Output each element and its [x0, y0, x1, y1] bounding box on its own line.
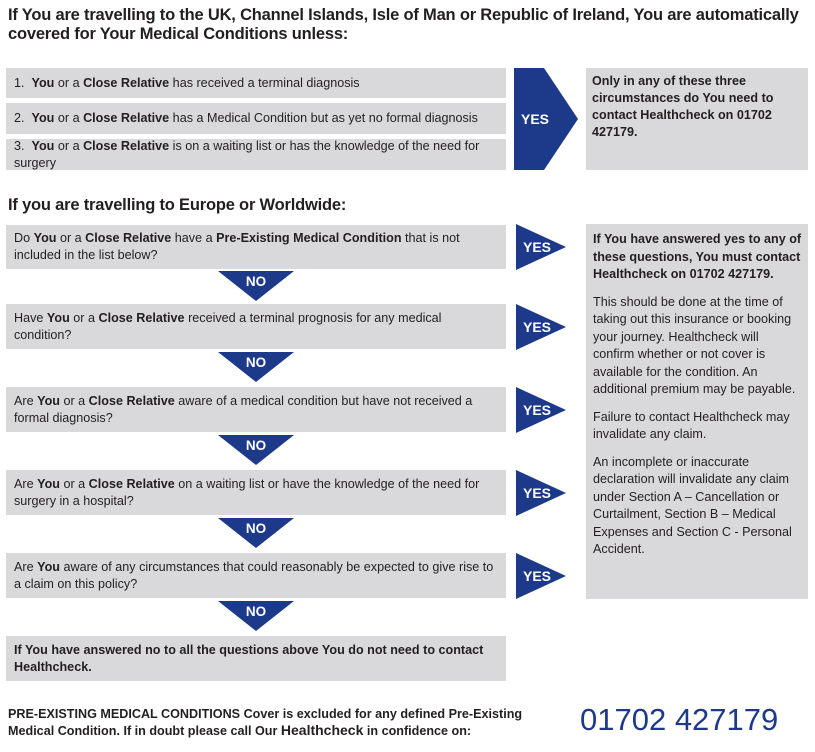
no-label: NO: [245, 355, 267, 370]
yes-arrow-3: [516, 387, 566, 433]
yes-label: YES: [521, 111, 550, 127]
yes-arrow-4: [516, 470, 566, 516]
question-5: Are You aware of any circumstances that could reasonably be expected to give rise to a claim on this policy?: [6, 553, 506, 598]
question-4: Are You or a Close Relative on a waiting list or have the knowledge of the need for surgery in a hospital?: [6, 470, 506, 515]
side-panel-heading: If You have answered yes to any of these questions, You must contact Healthcheck on 01702 427179.: [593, 232, 802, 281]
no-arrow-4: [218, 518, 294, 548]
yes-label: YES: [523, 319, 552, 335]
yes-arrow-2: [516, 304, 566, 350]
section1-side-note: Only in any of these three circumstances do You need to contact Healthcheck on 01702 427179.: [586, 68, 808, 170]
question-1: Do You or a Close Relative have a Pre-Existing Medical Condition that is not included in the list below?: [6, 225, 506, 269]
no-contact-needed-note: If You have answered no to all the questions above You do not need to contact Healthcheck.: [6, 636, 506, 681]
section2-side-panel: [586, 224, 808, 599]
no-label: NO: [245, 274, 267, 289]
phone-number: 01702 427179: [580, 702, 779, 737]
no-arrow-5: [218, 601, 294, 631]
no-label: NO: [245, 521, 267, 536]
condition-item-1: 1. You or a Close Relative has received a terminal diagnosis: [6, 68, 506, 98]
no-label: NO: [245, 438, 267, 453]
section2-heading: If you are travelling to Europe or Worldwide:: [8, 196, 347, 214]
side-panel-paragraph-3: An incomplete or inaccurate declaration will invalidate any claim under Section A – Cancellation or Curtailment, Section B – Medical Expenses and Section C - Personal Accident.: [593, 454, 792, 556]
section1-heading: If You are travelling to the UK, Channel Islands, Isle of Man or Republic of Ireland, You are automatically covered for Your Medical Conditions unless:: [8, 6, 799, 43]
footer-note: PRE-EXISTING MEDICAL CONDITIONS Cover is excluded for any defined Pre-Existing Medical Condition. If in doubt please call Our Healthcheck in confidence on:: [8, 707, 523, 738]
yes-label: YES: [523, 239, 552, 255]
side-panel-paragraph-1: This should be done at the time of taking out this insurance or booking your journey. Healthcheck will confirm whether or not cover is available for the condition. An additional premium may be payable.: [593, 294, 796, 396]
yes-arrow-large: [514, 68, 578, 170]
condition-item-2: 2. You or a Close Relative has a Medical Condition but as yet no formal diagnosis: [6, 103, 506, 134]
yes-arrow-5: [516, 553, 566, 599]
no-arrow-1: [218, 271, 294, 301]
yes-arrow-1: [516, 224, 566, 270]
yes-label: YES: [523, 485, 552, 501]
condition-item-3: 3. You or a Close Relative is on a waiting list or has the knowledge of the need for surgery: [6, 139, 506, 170]
no-label: NO: [245, 604, 267, 619]
yes-label: YES: [523, 568, 552, 584]
question-3: Are You or a Close Relative aware of a medical condition but have not received a formal diagnosis?: [6, 387, 506, 432]
no-arrow-3: [218, 435, 294, 465]
no-arrow-2: [218, 352, 294, 382]
side-panel-paragraph-2: Failure to contact Healthcheck may invalidate any claim.: [593, 409, 790, 441]
yes-label: YES: [523, 402, 552, 418]
question-2: Have You or a Close Relative received a terminal prognosis for any medical condition?: [6, 304, 506, 349]
